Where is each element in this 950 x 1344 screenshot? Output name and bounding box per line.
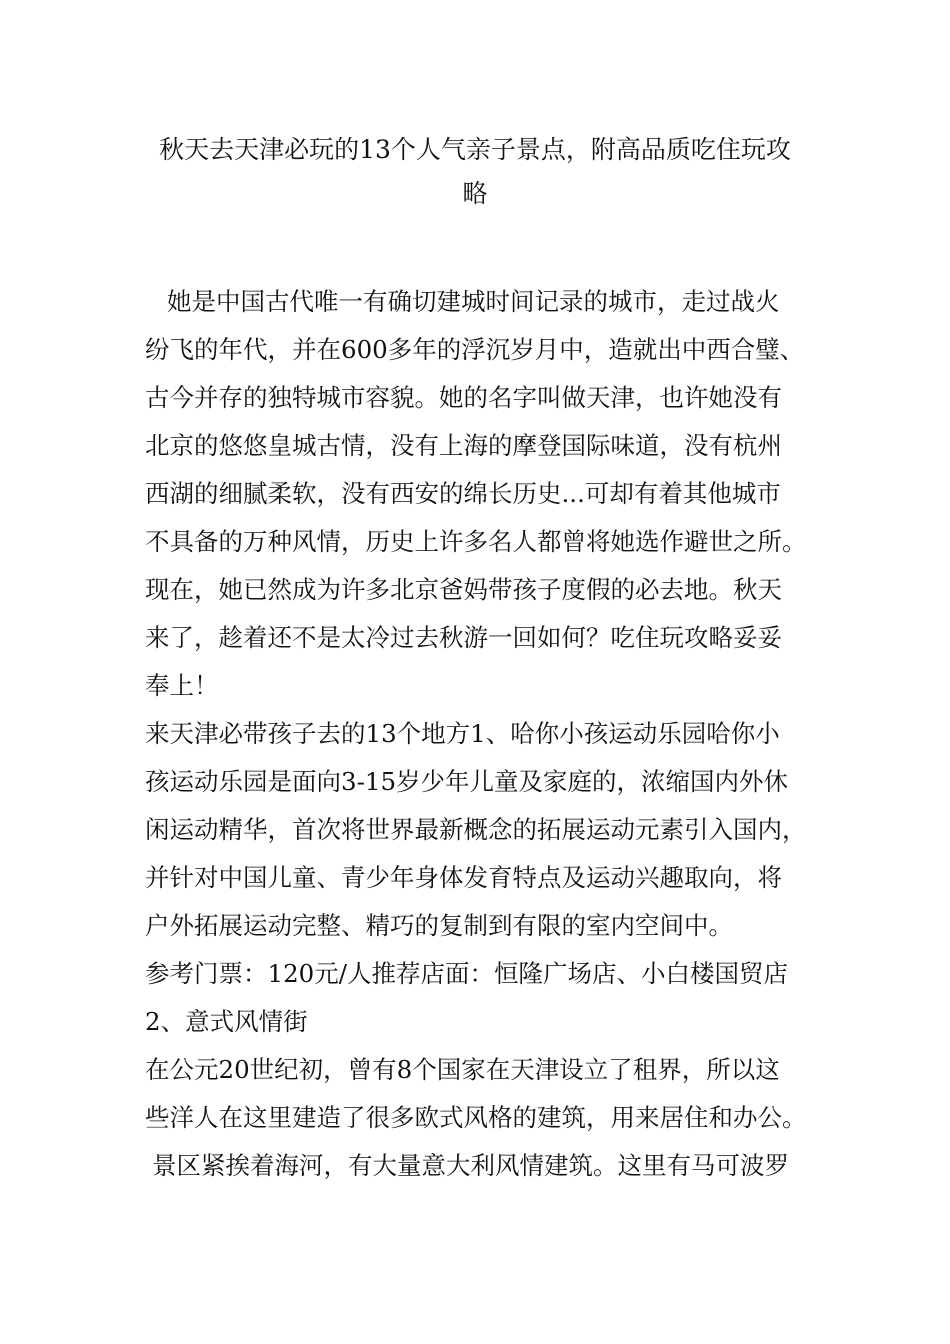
- body-line: 纷飞的年代，并在600多年的浮沉岁月中，造就出中西合璧、: [145, 335, 805, 364]
- body-line: 景区紧挨着海河，有大量意大利风情建筑。这里有马可波罗: [152, 1151, 789, 1180]
- body-line: 在公元20世纪初，曾有8个国家在天津设立了租界，所以这: [145, 1055, 780, 1084]
- body-line: 西湖的细腻柔软，没有西安的绵长历史...可却有着其他城市: [145, 479, 781, 508]
- body-line: 奉上！: [145, 671, 219, 700]
- document-title: [140, 128, 810, 216]
- body-line: 北京的悠悠皇城古情，没有上海的摩登国际味道，没有杭州: [145, 431, 782, 460]
- document-body: [145, 278, 825, 1190]
- body-line: 闲运动精华，首次将世界最新概念的拓展运动元素引入国内，: [145, 815, 807, 844]
- body-line: 不具备的万种风情，历史上许多名人都曾将她选作避世之所。: [145, 527, 807, 556]
- body-line: 孩运动乐园是面向3-15岁少年儿童及家庭的，浓缩国内外休: [145, 767, 789, 796]
- body-line: 参考门票：120元/人推荐店面：恒隆广场店、小白楼国贸店: [145, 959, 789, 988]
- body-line: 她是中国古代唯一有确切建城时间记录的城市，走过战火: [167, 287, 780, 316]
- body-line: 来天津必带孩子去的13个地方1、哈你小孩运动乐园哈你小: [145, 719, 780, 748]
- body-line: 古今并存的独特城市容貌。她的名字叫做天津，也许她没有: [145, 383, 782, 412]
- body-line: 些洋人在这里建造了很多欧式风格的建筑，用来居住和办公。: [145, 1103, 807, 1132]
- title-line-1: 秋天去天津必玩的13个人气亲子景点，附高品质吃住玩攻: [159, 135, 791, 164]
- body-line: 现在，她已然成为许多北京爸妈带孩子度假的必去地。秋天: [145, 575, 782, 604]
- body-line: 并针对中国儿童、青少年身体发育特点及运动兴趣取向，将: [145, 863, 782, 892]
- body-line: 来了，趁着还不是太冷过去秋游一回如何？吃住玩攻略妥妥: [145, 623, 782, 652]
- body-line: 2、意式风情街: [145, 1007, 308, 1036]
- title-line-2: 略: [462, 179, 488, 208]
- body-line: 户外拓展运动完整、精巧的复制到有限的室内空间中。: [145, 911, 733, 940]
